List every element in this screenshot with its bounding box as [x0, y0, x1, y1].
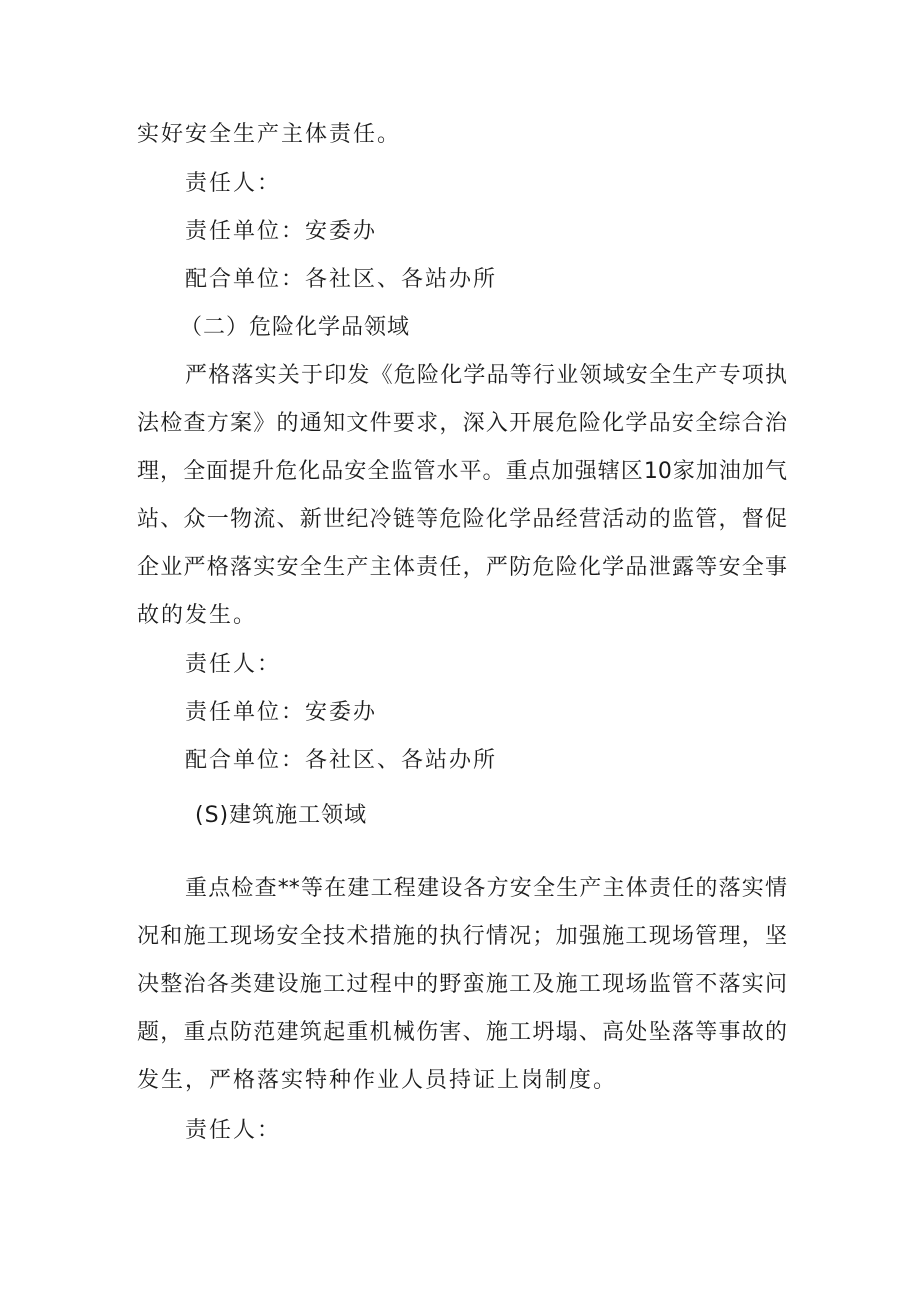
- paragraph-line: 决整治各类建设施工过程中的野蛮施工及施工现场监管不落实问: [137, 972, 787, 997]
- paragraph-line: 故的发生。: [137, 603, 258, 628]
- paragraph-line: 企业严格落实安全生产主体责任，严防危险化学品泄露等安全事: [137, 555, 787, 580]
- cooperating-unit: 配合单位：各社区、各站办所: [185, 748, 498, 773]
- paragraph-line: 重点检查**等在建工程建设各方安全生产主体责任的落实情: [185, 876, 787, 901]
- cooperating-unit: 配合单位：各社区、各站办所: [185, 267, 498, 292]
- paragraph-line: 实好安全生产主体责任。: [137, 122, 402, 147]
- responsible-person-label: 责任人：: [185, 1118, 282, 1143]
- section-heading: （二）危险化学品领域: [180, 315, 411, 340]
- responsible-person-label: 责任人：: [185, 171, 282, 196]
- paragraph-line: 理，全面提升危化品安全监管水平。重点加强辖区10家加油加气: [137, 459, 787, 484]
- paragraph-line: 严格落实关于印发《危险化学品等行业领域安全生产专项执: [185, 363, 787, 388]
- section-heading: (S)建筑施工领域: [195, 803, 368, 828]
- paragraph-line: 站、众一物流、新世纪冷链等危险化学品经营活动的监管，督促: [137, 507, 787, 532]
- paragraph-line: 况和施工现场安全技术措施的执行情况；加强施工现场管理，坚: [137, 924, 787, 949]
- responsible-unit: 责任单位：安委办: [185, 700, 378, 725]
- responsible-person-label: 责任人：: [185, 652, 282, 677]
- paragraph-line: 题，重点防范建筑起重机械伤害、施工坍塌、高处坠落等事故的: [137, 1020, 787, 1045]
- paragraph-line: 法检查方案》的通知文件要求，深入开展危险化学品安全综合治: [137, 411, 787, 436]
- responsible-unit: 责任单位：安委办: [185, 219, 378, 244]
- paragraph-line: 发生，严格落实特种作业人员持证上岗制度。: [137, 1068, 618, 1093]
